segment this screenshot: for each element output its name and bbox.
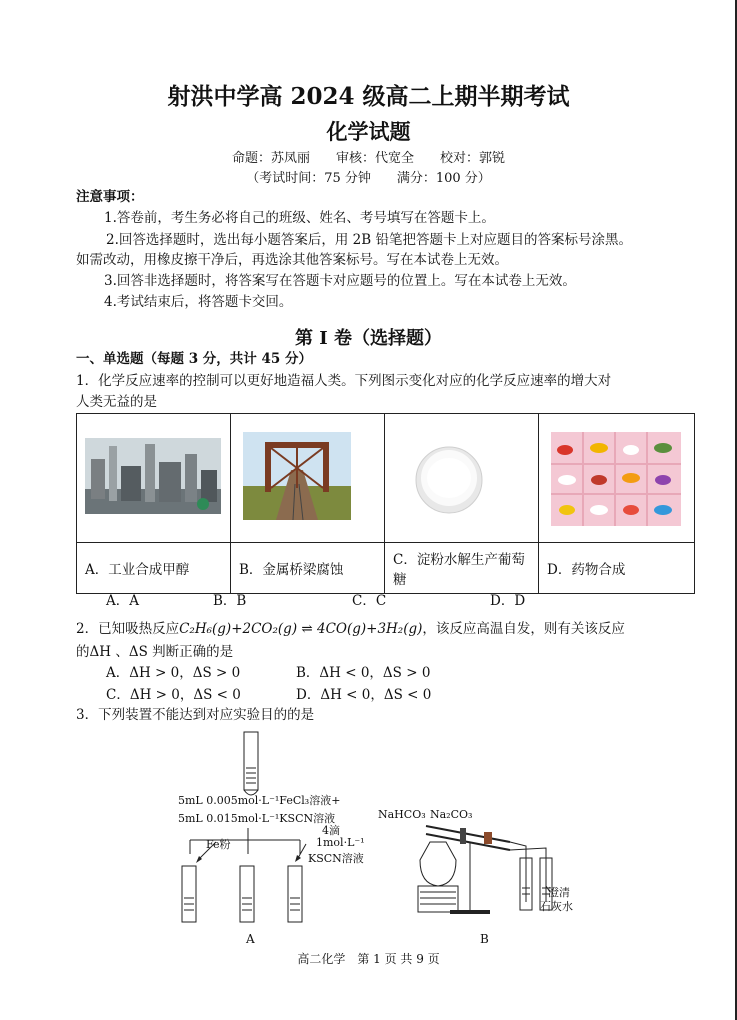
q2-stem-pre: 2．已知吸热反应 xyxy=(76,621,180,637)
medicine-pills-image xyxy=(539,414,694,538)
apparatus-a-drops-2: 1mol·L⁻¹ xyxy=(316,836,365,849)
q3-stem: 3．下列装置不能达到对应实验目的的是 xyxy=(76,707,315,723)
exam-time-score: （考试时间：75 分钟 满分：100 分） xyxy=(246,171,491,186)
bridge-image xyxy=(231,414,384,538)
q2-equation: C₂H₆(g)+2CO₂(g) ⇌ 4CO(g)+3H₂(g) xyxy=(179,621,423,637)
notice-item-2: 2.回答选择题时，选出每小题答案后，用 2B 铅笔把答题卡上对应题目的答案标号涂黑。 xyxy=(106,232,632,248)
q2-line2: 的ΔH 、ΔS 判断正确的是 xyxy=(76,644,234,660)
q2-option-b: B．ΔH < 0，ΔS > 0 xyxy=(296,665,431,681)
notice-item-2-cont: 如需改动，用橡皮擦干净后，再选涂其他答案标号。写在本试卷上无效。 xyxy=(76,252,508,268)
q1-image-bridge xyxy=(231,414,385,543)
section-title: 第 I 卷（选择题） xyxy=(295,328,442,349)
q2-option-a: A．ΔH > 0，ΔS > 0 xyxy=(106,665,241,681)
apparatus-a-label-2: 5mL 0.015mol·L⁻¹KSCN溶液 xyxy=(178,812,336,825)
q1-table xyxy=(76,413,695,594)
apparatus-b-caption: B xyxy=(480,932,489,946)
q1-stem-line2: 人类无益的是 xyxy=(76,394,157,410)
q2-option-c: C．ΔH > 0，ΔS < 0 xyxy=(106,687,241,703)
factory-image xyxy=(77,414,230,538)
q1-image-pills xyxy=(539,414,695,543)
apparatus-b-na2co3: Na₂CO₃ xyxy=(430,808,473,821)
part-one-heading: 一、单选题（每题 3 分，共计 45 分） xyxy=(76,351,312,367)
starch-powder-image xyxy=(385,414,538,538)
apparatus-b-nahco3: NaHCO₃ xyxy=(378,808,426,821)
exam-staff: 命题：苏凤丽 审核：代宽全 校对：郭锐 xyxy=(231,151,505,166)
q1-choice-b: B．B xyxy=(213,593,247,609)
notice-item-3: 3.回答非选择题时，将答案写在答题卡对应题号的位置上。写在本试卷上无效。 xyxy=(104,273,576,289)
q1-image-factory xyxy=(77,414,231,543)
q1-choice-d: D．D xyxy=(490,593,526,609)
q1-choice-a: A．A xyxy=(106,593,139,609)
q2-option-d: D．ΔH < 0，ΔS < 0 xyxy=(296,687,432,703)
q2-stem-post: ，该反应高温自发，则有关该反应 xyxy=(422,621,625,637)
q1-image-starch xyxy=(385,414,539,543)
page-footer: 高二化学 第 1 页 共 9 页 xyxy=(297,952,440,966)
q1-stem-line1: 1．化学反应速率的控制可以更好地造福人类。下列图示变化对应的化学反应速率的增大对 xyxy=(76,373,612,389)
notice-heading: 注意事项： xyxy=(76,189,144,205)
apparatus-b-limewater-1: 澄清 xyxy=(548,886,570,899)
notice-item-1: 1.答卷前，考生务必将自己的班级、姓名、考号填写在答题卡上。 xyxy=(104,210,495,226)
apparatus-a-label-1: 5mL 0.005mol·L⁻¹FeCl₃溶液+ xyxy=(178,794,341,807)
q1-cell-d: D．药物合成 xyxy=(539,543,695,594)
apparatus-b-limewater-2: 石灰水 xyxy=(540,900,573,913)
q1-choice-c: C．C xyxy=(352,593,387,609)
exam-subject: 化学试题 xyxy=(326,119,411,144)
q1-cell-b: B．金属桥梁腐蚀 xyxy=(231,543,385,594)
q1-cell-c: C．淀粉水解生产葡萄糖 xyxy=(385,543,539,594)
apparatus-a-drops-1: 4滴 xyxy=(322,824,340,837)
q1-cell-a: A．工业合成甲醇 xyxy=(77,543,231,594)
apparatus-a-caption: A xyxy=(246,932,255,946)
exam-title: 射洪中学高 2024 级高二上期半期考试 xyxy=(167,83,570,110)
notice-item-4: 4.考试结束后，将答题卡交回。 xyxy=(104,294,293,310)
apparatus-a-drops-3: KSCN溶液 xyxy=(308,852,364,865)
apparatus-a-fe: Fe粉 xyxy=(206,838,231,851)
